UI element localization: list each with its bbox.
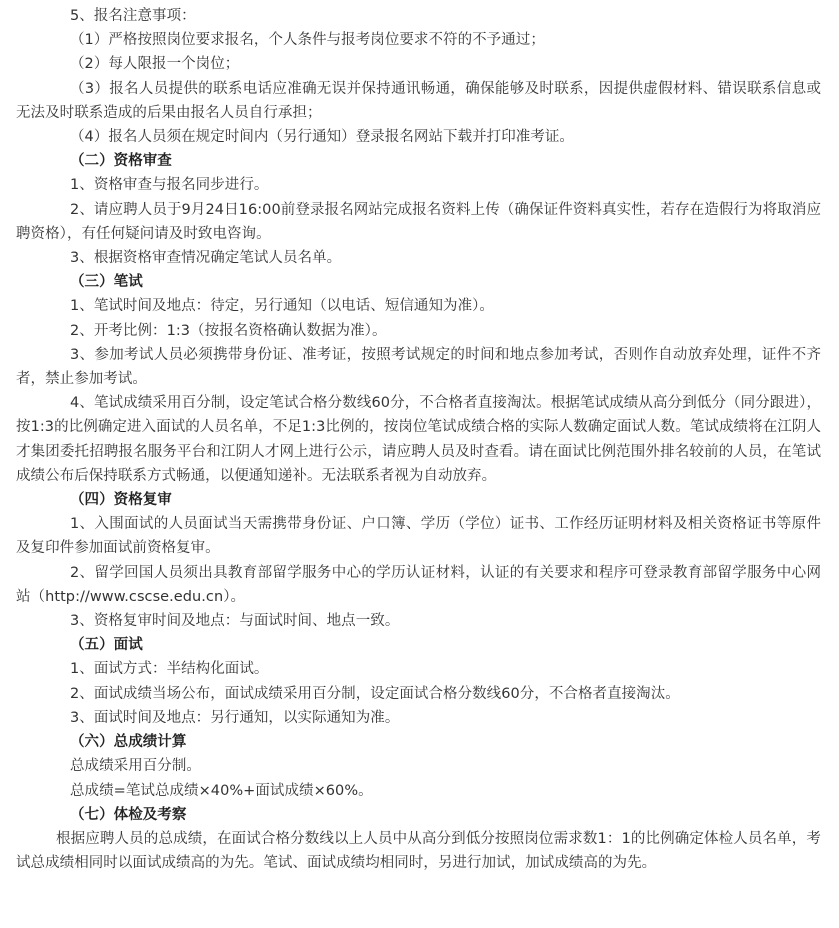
section-heading-physical-exam: （七）体检及考察 — [70, 806, 187, 823]
paragraph: 3、根据资格审查情况确定笔试人员名单。 — [70, 250, 342, 267]
paragraph: 3、资格复审时间及地点：与面试时间、地点一致。 — [70, 613, 400, 630]
paragraph: 4、笔试成绩采用百分制，设定笔试合格分数线60分，不合格者直接淘汰。根据笔试成绩从高分到低分（同分跟进），按1:3的比例确定进入面试的人员名单，不足1:3比例的，按岗位笔试成绩合格的实际人数确定面试人数。笔试成绩将在江阴人才集团委托招聘报名服务平台和江阴人才网上进行公示，请应聘人员及时查看。请在面试比例范围外排名较前的人员，在笔试成绩公布后保持联系方式畅通，以便通知递补。无法联系者视为自动放弃。 — [16, 395, 821, 484]
paragraph: 1、笔试时间及地点：待定，另行通知（以电话、短信通知为准）。 — [70, 298, 494, 315]
paragraph: 3、参加考试人员必须携带身份证、准考证，按照考试规定的时间和地点参加考试，否则作自动放弃处理，证件不齐者，禁止参加考试。 — [16, 346, 821, 388]
note-item: （2）每人限报一个岗位； — [70, 56, 240, 73]
section-heading-written-exam: （三）笔试 — [70, 274, 143, 291]
section-heading-qualification-review: （二）资格审查 — [70, 153, 172, 170]
paragraph: 总成绩=笔试总成绩×40%+面试成绩×60%。 — [70, 782, 373, 799]
section-heading-interview: （五）面试 — [70, 637, 143, 654]
note-item: （1）严格按照岗位要求报名，个人条件与报考岗位要求不符的不予通过； — [70, 32, 545, 49]
paragraph: 2、面试成绩当场公布，面试成绩采用百分制，设定面试合格分数线60分，不合格者直接淘汰。 — [70, 685, 680, 702]
notes-heading: 5、报名注意事项： — [70, 8, 196, 24]
paragraph: 1、面试方式：半结构化面试。 — [70, 661, 269, 678]
section-heading-qualification-recheck: （四）资格复审 — [70, 492, 172, 509]
paragraph: 3、面试时间及地点：另行通知，以实际通知为准。 — [70, 709, 400, 726]
section-heading-total-score: （六）总成绩计算 — [70, 734, 187, 751]
paragraph: 2、请应聘人员于9月24日16:00前登录报名网站完成报名资料上传（确保证件资料真实性，若存在造假行为将取消应聘资格），有任何疑问请及时致电咨询。 — [16, 201, 821, 242]
note-item: （4）报名人员须在规定时间内（另行通知）登录报名网站下载并打印准考证。 — [70, 129, 574, 146]
paragraph: 2、开考比例：1:3（按报名资格确认数据为准）。 — [70, 322, 387, 339]
paragraph: 2、留学回国人员须出具教育部留学服务中心的学历认证材料，认证的有关要求和程序可登录教育部留学服务中心网站（http://www.cscse.edu.cn）。 — [16, 564, 821, 605]
paragraph: 1、资格审查与报名同步进行。 — [70, 177, 269, 194]
note-item: （3）报名人员提供的联系电话应准确无误并保持通讯畅通，确保能够及时联系，因提供虚假材料、错误联系信息或无法及时联系造成的后果由报名人员自行承担； — [16, 80, 821, 121]
paragraph: 根据应聘人员的总成绩，在面试合格分数线以上人员中从高分到低分按照岗位需求数1：1的比例确定体检人员名单，考试总成绩相同时以面试成绩高的为先。笔试、面试成绩均相同时，另进行加试，加试成绩高的为先。 — [16, 830, 821, 872]
paragraph: 总成绩采用百分制。 — [70, 758, 201, 775]
paragraph: 1、入围面试的人员面试当天需携带身份证、户口簿、学历（学位）证书、工作经历证明材料及相关资格证书等原件及复印件参加面试前资格复审。 — [16, 516, 821, 557]
